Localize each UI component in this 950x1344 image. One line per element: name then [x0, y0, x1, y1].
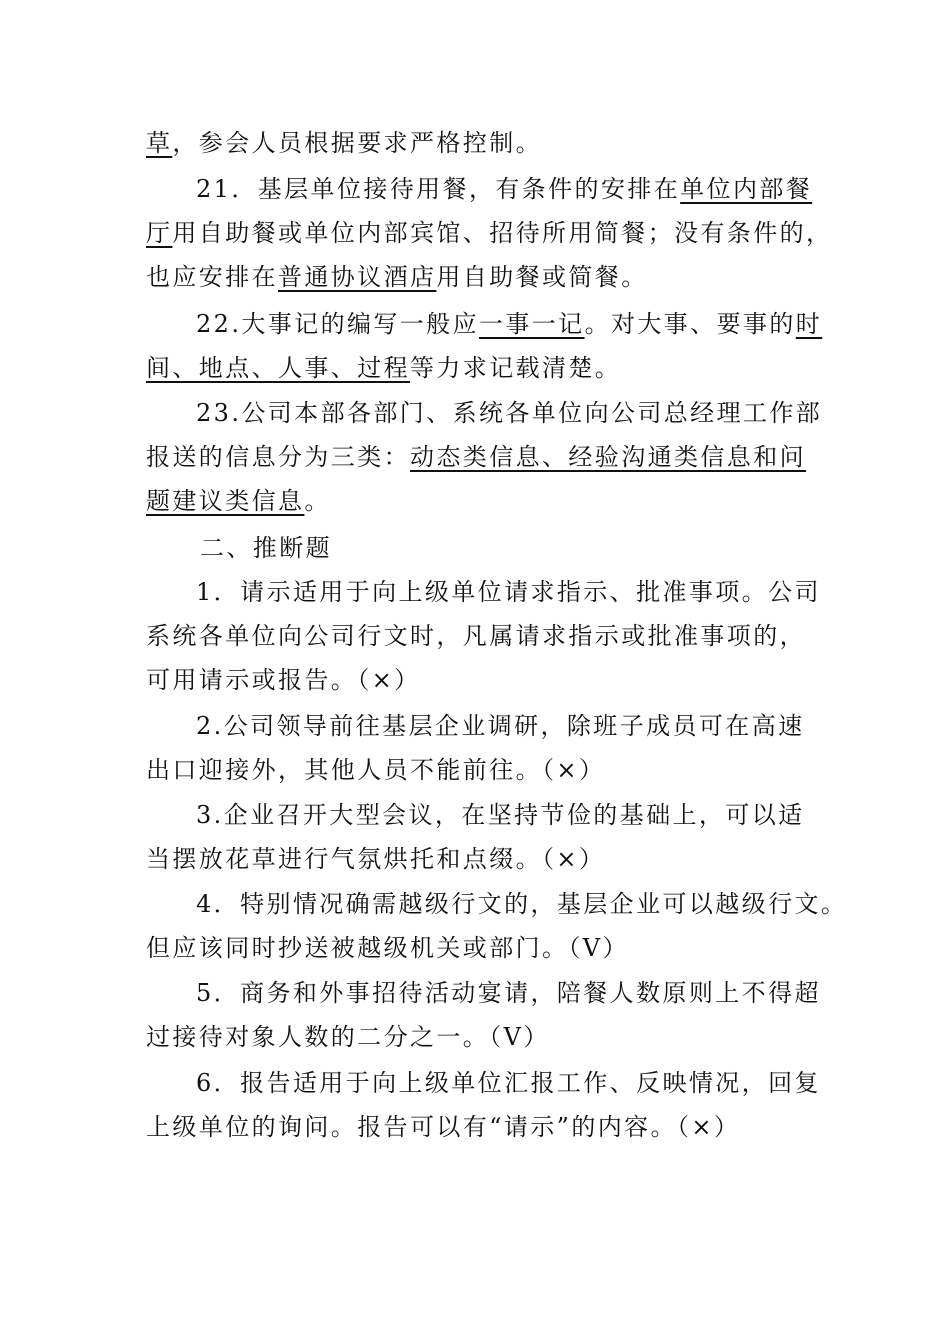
- q21-line-1: [196, 172, 812, 206]
- answer-underline: 间、地点、人事、过程: [146, 354, 410, 382]
- text-run: 。对大事、要事的: [584, 310, 796, 338]
- judgment-item-6-line-1: 6．报告适用于向上级单位汇报工作、反映情况，回复: [196, 1069, 821, 1097]
- answer-underline: 普通协议酒店: [278, 263, 437, 291]
- text-run: 。: [304, 487, 331, 515]
- text-run: 用自助餐或单位内部宾馆、招待所用简餐；没有条件的，: [172, 219, 833, 247]
- answer-underline: 题建议类信息: [146, 487, 305, 515]
- text-run: 21．基层单位接待用餐，有条件的安排在: [196, 175, 681, 203]
- judgment-item-4-line-1: 4．特别情况确需越级行文的，基层企业可以越级行文。: [196, 890, 848, 918]
- text-run: 等力求记载清楚。: [410, 354, 622, 382]
- judgment-item-3-line-2: 当摆放花草进行气氛烘托和点缀。（×）: [146, 845, 606, 873]
- text-run: 用自助餐或简餐。: [436, 263, 648, 291]
- answer-underline: 厅: [146, 219, 173, 247]
- q21-line-2: [146, 216, 832, 250]
- judgment-item-1-line-1: 1．请示适用于向上级单位请求指示、批准事项。公司: [196, 578, 821, 606]
- text-run: 也应安排在: [146, 263, 278, 291]
- text-run: 报送的信息分为三类：: [146, 443, 410, 471]
- judgment-item-4-line-2: 但应该同时抄送被越级机关或部门。（V）: [146, 934, 629, 962]
- judgment-item-5-line-2: 过接待对象人数的二分之一。（V）: [146, 1023, 550, 1051]
- q23-line-3: [146, 484, 331, 518]
- q22-line-2: [146, 351, 621, 385]
- q21-line-3: [146, 260, 648, 294]
- q23-line-2: [146, 440, 806, 474]
- judgment-item-5-line-1: 5．商务和外事招待活动宴请，陪餐人数原则上不得超: [196, 979, 821, 1007]
- judgment-item-1-line-3: 可用请示或报告。（×）: [146, 666, 421, 694]
- judgment-item-2-line-2: 出口迎接外，其他人员不能前往。（×）: [146, 756, 606, 784]
- text-run: 22.大事记的编写一般应: [196, 310, 479, 338]
- q22-line-1: [196, 307, 822, 341]
- answer-underline: 一事一记: [478, 310, 585, 338]
- q23-line-1: 23.公司本部各部门、系统各单位向公司总经理工作部: [196, 399, 823, 427]
- answer-underline: 单位内部餐: [680, 175, 813, 203]
- answer-underline: 时: [795, 310, 823, 338]
- continuation-line: [146, 126, 542, 160]
- text-run: ，参会人员根据要求严格控制。: [172, 129, 543, 157]
- judgment-item-3-line-1: 3.企业召开大型会议，在坚持节俭的基础上，可以适: [196, 801, 805, 829]
- answer-underline: 草: [146, 129, 173, 157]
- answer-underline: 动态类信息、经验沟通类信息和问: [410, 443, 806, 471]
- section-heading: 二、推断题: [200, 534, 332, 562]
- judgment-item-6-line-2: 上级单位的询问。报告可以有“请示”的内容。（×）: [146, 1113, 741, 1141]
- judgment-item-1-line-2: 系统各单位向公司行文时，凡属请求指示或批准事项的，: [146, 622, 806, 650]
- judgment-item-2-line-1: 2.公司领导前往基层企业调研，除班子成员可在高速: [196, 712, 805, 740]
